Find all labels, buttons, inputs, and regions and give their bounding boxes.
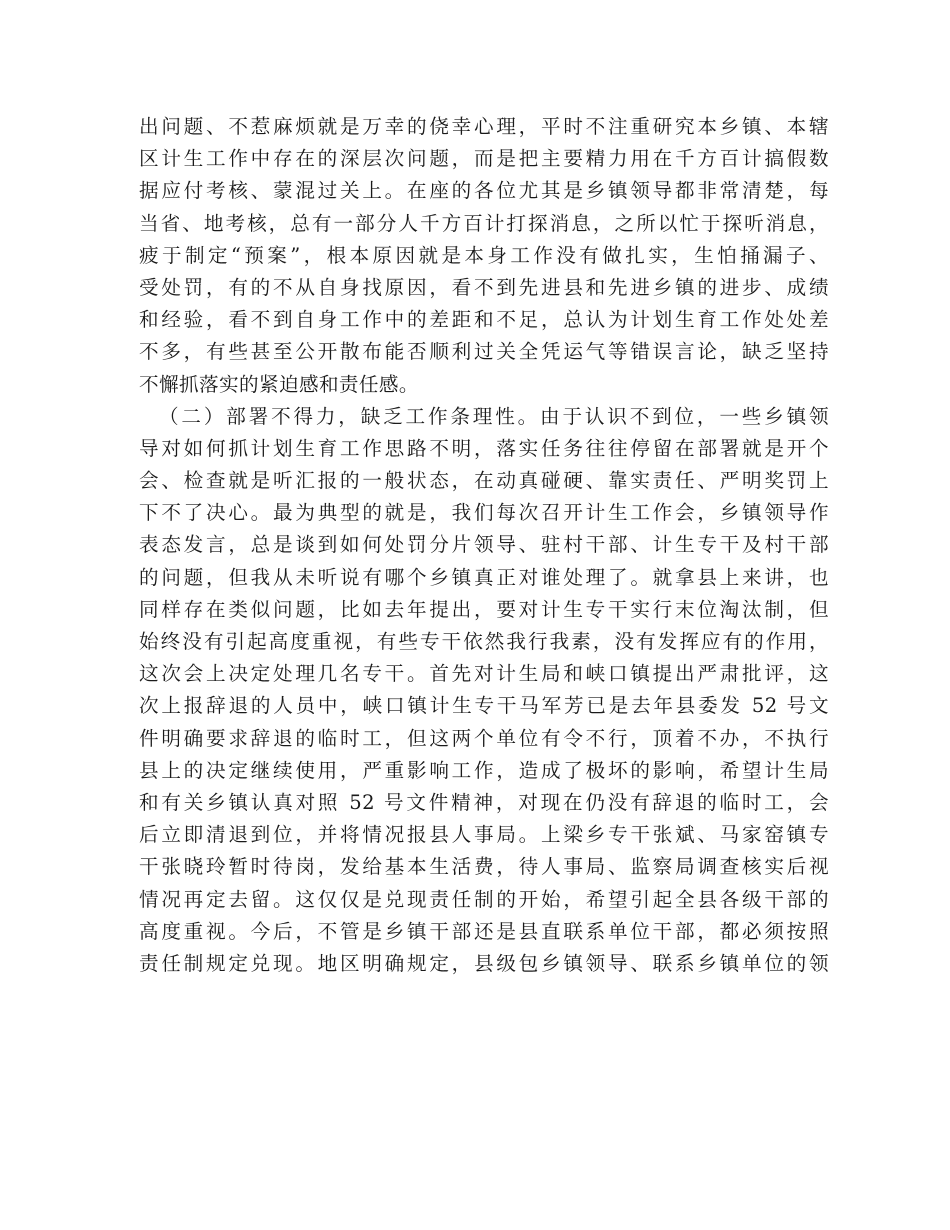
text-line: 情况再定去留。这仅仅是兑现责任制的开始，希望引起全县各级干部的 (139, 887, 829, 911)
text-line: 干张晓玲暂时待岗，发给基本生活费，待人事局、监察局调查核实后视 (139, 855, 829, 879)
text-line: 表态发言，总是谈到如何处罚分片领导、驻村干部、计生专干及村干部 (139, 533, 829, 557)
text-line: 下不了决心。最为典型的就是，我们每次召开计生工作会，乡镇领导作 (139, 501, 829, 525)
text-line: 和经验，看不到自身工作中的差距和不足，总认为计划生育工作处处差 (139, 308, 829, 332)
text-line: 据应付考核、蒙混过关上。在座的各位尤其是乡镇领导都非常清楚，每 (139, 179, 829, 203)
text-line: 区计生工作中存在的深层次问题，而是把主要精力用在千方百计搞假数 (139, 147, 829, 171)
body-text (139, 111, 829, 980)
text-line: 会、检查就是听汇报的一般状态，在动真碰硬、靠实责任、严明奖罚上 (139, 469, 829, 493)
text-line: 不多，有些甚至公开散布能否顺利过关全凭运气等错误言论，缺乏坚持 (139, 340, 829, 364)
text-line: 次上报辞退的人员中，峡口镇计生专干马军芳已是去年县委发 52 号文 (139, 694, 829, 718)
text-line: 件明确要求辞退的临时工，但这两个单位有令不行，顶着不办，不执行 (139, 726, 829, 750)
text-line: 受处罚，有的不从自身找原因，看不到先进县和先进乡镇的进步、成绩 (139, 275, 829, 299)
text-line: 始终没有引起高度重视，有些专干依然我行我素，没有发挥应有的作用， (139, 630, 829, 653)
text-line: 的问题，但我从未听说有哪个乡镇真正对谁处理了。就拿县上来讲，也 (139, 565, 829, 589)
text-line: （二）部署不得力，缺乏工作条理性。由于认识不到位，一些乡镇领 (159, 404, 829, 428)
text-line: 后立即清退到位，并将情况报县人事局。上梁乡专干张斌、马家窑镇专 (139, 823, 829, 847)
text-line: 疲于制定“预案”，根本原因就是本身工作没有做扎实，生怕捅漏子、 (139, 243, 829, 267)
text-line: 责任制规定兑现。地区明确规定，县级包乡镇领导、联系乡镇单位的领 (139, 951, 829, 975)
text-line: 和有关乡镇认真对照 52 号文件精神，对现在仍没有辞退的临时工，会 (139, 790, 829, 814)
text-line: 这次会上决定处理几名专干。首先对计生局和峡口镇提出严肃批评，这 (139, 662, 829, 686)
text-line: 不懈抓落实的紧迫感和责任感。 (139, 372, 419, 396)
text-line: 出问题、不惹麻烦就是万幸的侥幸心理，平时不注重研究本乡镇、本辖 (139, 115, 829, 138)
text-line: 导对如何抓计划生育工作思路不明，落实任务往往停留在部署就是开个 (139, 436, 829, 460)
text-line: 高度重视。今后，不管是乡镇干部还是县直联系单位干部，都必须按照 (139, 919, 829, 943)
text-line: 同样存在类似问题，比如去年提出，要对计生专干实行末位淘汰制，但 (139, 597, 829, 621)
text-line: 县上的决定继续使用，严重影响工作，造成了极坏的影响，希望计生局 (139, 758, 829, 782)
text-line: 当省、地考核，总有一部分人千方百计打探消息，之所以忙于探听消息， (139, 211, 829, 235)
